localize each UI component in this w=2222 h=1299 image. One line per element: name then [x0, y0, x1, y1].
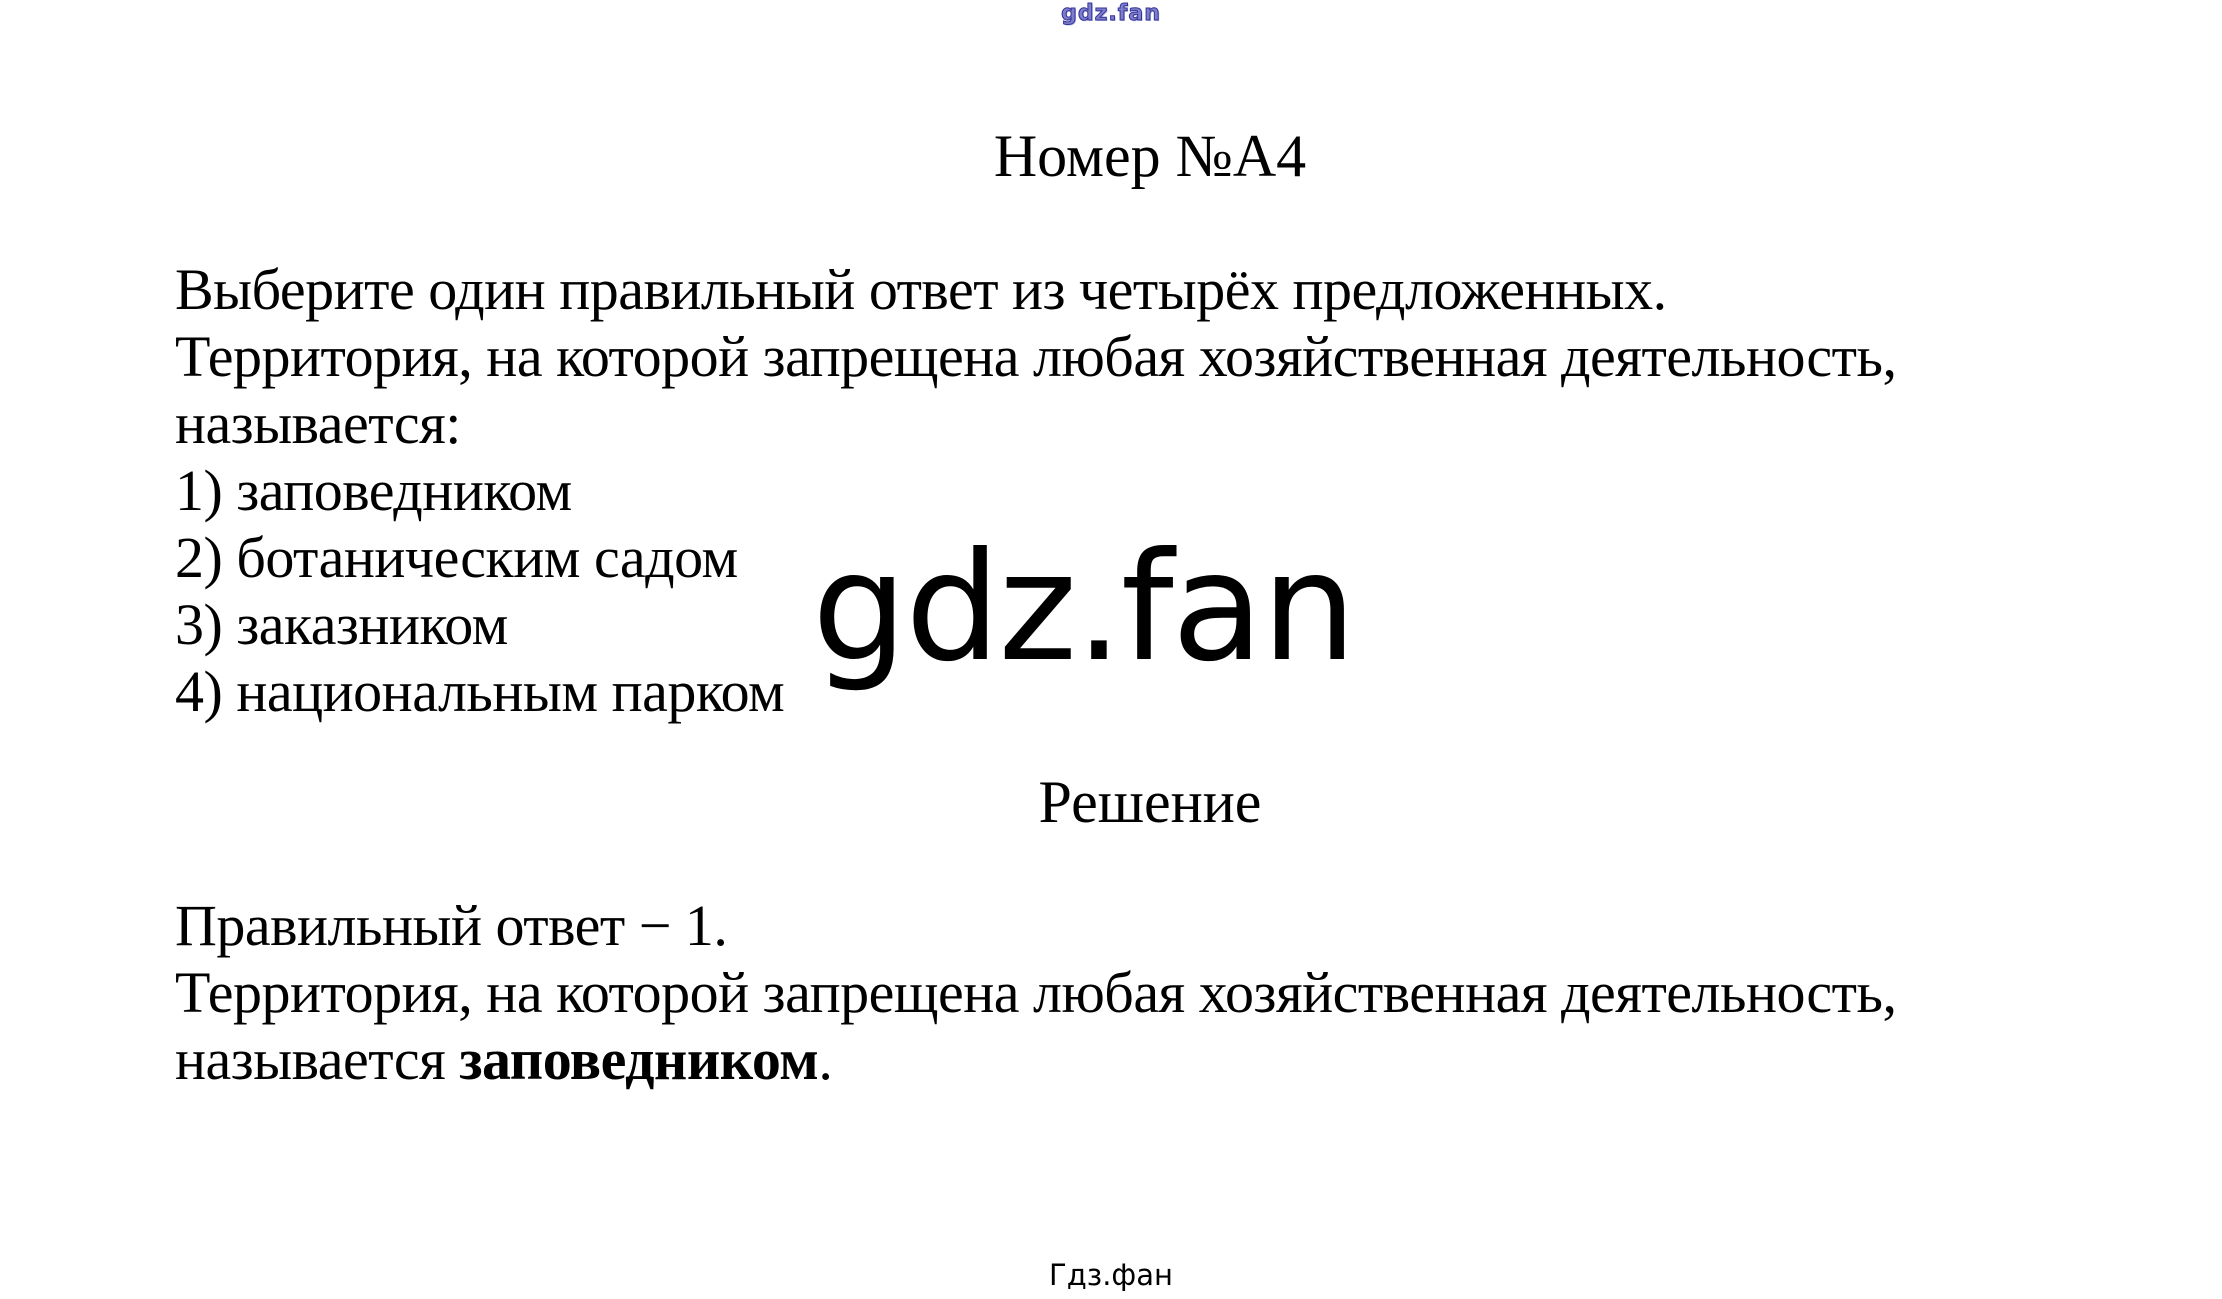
- footer-site-name: Гдз.фан: [1049, 1258, 1173, 1292]
- question-intro-line: Выберите один правильный ответ из четырёх предложенных.: [175, 257, 1667, 322]
- solution-block: [175, 892, 2175, 1093]
- solution-conclusion-term: заповедником: [459, 1027, 819, 1092]
- large-site-watermark: gdz.fan: [812, 521, 1355, 695]
- solution-heading: Решение: [1038, 769, 1262, 835]
- solution-explanation-line: Территория, на которой запрещена любая хозяйственная деятельность,: [175, 960, 1897, 1025]
- answer-option-3: 3) заказником: [175, 592, 508, 657]
- answer-option-2: 2) ботаническим садом: [175, 525, 738, 590]
- solution-answer-line: Правильный ответ − 1.: [175, 893, 728, 958]
- answer-option-1: 1) заповедником: [175, 458, 572, 523]
- solution-conclusion-suffix: .: [818, 1027, 833, 1092]
- solution-conclusion-prefix: называется: [175, 1027, 460, 1092]
- question-intro-line: Территория, на которой запрещена любая хозяйственная деятельность,: [175, 324, 1897, 389]
- question-intro-line: называется:: [175, 391, 461, 456]
- top-site-watermark: gdz.fan: [1061, 1, 1161, 26]
- solution-conclusion-line: [175, 1026, 2175, 1093]
- answer-option-4: 4) национальным парком: [175, 659, 785, 724]
- page-title: Номер №А4: [993, 123, 1307, 189]
